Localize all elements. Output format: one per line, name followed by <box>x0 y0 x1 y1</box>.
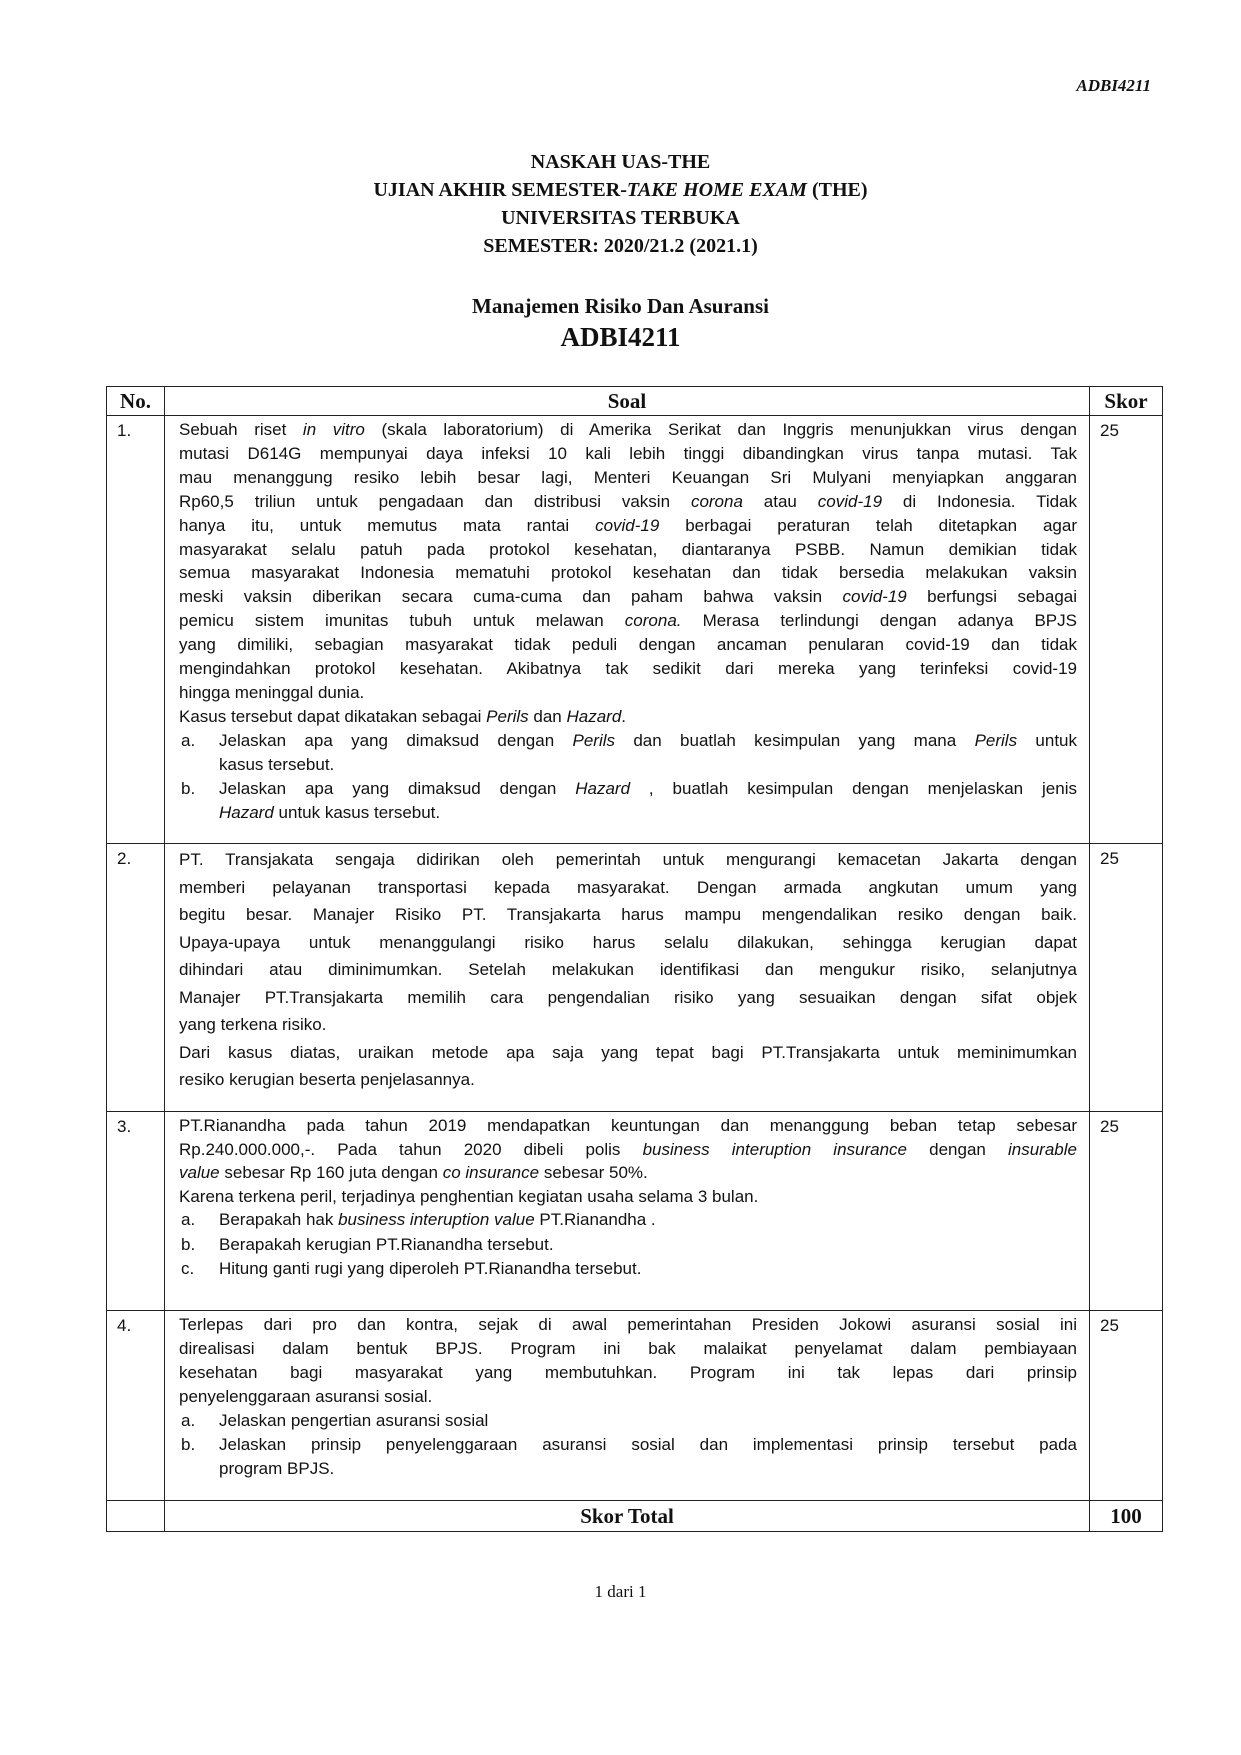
text-segment: sebesar Rp 160 juta dengan <box>219 1163 443 1182</box>
text-segment: Berapakah kerugian PT.Rianandha tersebut. <box>219 1234 554 1254</box>
text-segment: Jelaskan apa yang dimaksud dengan <box>219 778 576 798</box>
text-segment: Dari kasus diatas, uraikan metode apa saja yang tepat bagi PT.Transjakarta untuk meminimumkan <box>179 1042 1077 1062</box>
sub-question-label: a. <box>181 1411 196 1430</box>
sub-question-body <box>219 1409 1077 1433</box>
question-score: 25 <box>1090 416 1163 844</box>
paragraph <box>179 1114 1077 1185</box>
text-segment: Karena terkena peril, terjadinya penghentian kegiatan usaha selama 3 bulan. <box>179 1186 759 1206</box>
text-line <box>219 801 1077 825</box>
text-segment: UNIVERSITAS TERBUKA <box>501 207 740 229</box>
question-row <box>107 416 1163 844</box>
sub-question-label: a. <box>181 730 196 750</box>
text-line <box>219 1409 1077 1433</box>
question-number: 4. <box>107 1311 165 1501</box>
text-line <box>179 956 1077 984</box>
total-label: Skor Total <box>165 1501 1090 1532</box>
sub-question-body <box>219 1257 1077 1282</box>
text-segment: program BPJS. <box>219 1459 335 1478</box>
text-segment: semua masyarakat Indonesia mematuhi protokol kesehatan dan tidak bersedia melakukan vaksin <box>179 563 1077 583</box>
italic-text: value <box>179 1163 220 1182</box>
text-segment: memberi pelayanan transportasi kepada masyarakat. Dengan armada angkutan umum yang <box>179 877 1077 897</box>
text-line <box>179 538 1077 562</box>
sub-question <box>179 1433 1077 1481</box>
text-line <box>179 1161 1077 1185</box>
text-line <box>179 1138 1077 1162</box>
text-segment: mengindahkan protokol kesehatan. Akibatnya tak sedikit dari mereka yang terinfeksi covid-19 <box>179 659 1077 679</box>
text-segment: direalisasi dalam bentuk BPJS. Program ini bak malaikat penyelamat dalam pembiayaan <box>179 1339 1077 1358</box>
text-line <box>179 490 1077 514</box>
exam-title-block <box>0 148 1241 260</box>
sub-question <box>179 1233 1077 1258</box>
italic-text: Hazard <box>575 778 631 798</box>
question-number: 1. <box>107 416 165 844</box>
text-segment: yang terkena risiko. <box>179 1015 327 1034</box>
title-line <box>0 232 1241 260</box>
text-segment: PT.Rianandha . <box>534 1210 656 1229</box>
text-segment: dan <box>528 706 567 726</box>
text-segment: SEMESTER: 2020/21.2 (2021.1) <box>483 235 758 257</box>
text-line <box>219 1433 1077 1457</box>
text-segment: meski vaksin diberikan secara cuma-cuma dan paham bahwa vaksin <box>179 587 843 607</box>
title-line <box>0 148 1241 176</box>
text-segment: Jelaskan apa yang dimaksud dengan <box>219 730 573 750</box>
text-line <box>179 657 1077 681</box>
text-line <box>179 561 1077 585</box>
text-segment: NASKAH UAS-THE <box>530 151 711 173</box>
text-line <box>219 753 1077 777</box>
text-line <box>219 1233 1077 1258</box>
text-segment: untuk <box>1017 730 1078 750</box>
italic-text: in vitro <box>302 420 365 439</box>
sub-question-label: c. <box>181 1259 195 1278</box>
question-text <box>165 844 1090 1112</box>
title-line <box>0 204 1241 232</box>
text-line <box>179 633 1077 657</box>
paragraph <box>179 846 1077 1039</box>
italic-text: insurable <box>1008 1139 1077 1159</box>
header-skor: Skor <box>1090 387 1163 416</box>
text-segment: Berapakah hak <box>219 1210 339 1229</box>
sub-question <box>179 1208 1077 1233</box>
italic-text: business interuption insurance <box>642 1139 908 1159</box>
question-row <box>107 1311 1163 1501</box>
text-segment: (THE) <box>806 179 868 201</box>
italic-text: business interuption value <box>338 1210 535 1229</box>
sub-question-label: b. <box>181 1435 196 1454</box>
italic-text: covid-19 <box>817 491 883 511</box>
text-segment: PT.Rianandha pada tahun 2019 mendapatkan keuntungan dan menanggung beban tetap sebesar <box>179 1116 1077 1135</box>
sub-question-body <box>219 1433 1077 1481</box>
text-segment: berfungsi sebagai <box>906 587 1078 607</box>
text-segment: kesehatan bagi masyarakat yang membutuhkan. Program ini tak lepas dari prinsip <box>179 1363 1077 1382</box>
text-line <box>219 1457 1077 1481</box>
question-score: 25 <box>1090 1311 1163 1501</box>
text-segment: masyarakat selalu patuh pada protokol kesehatan, diantaranya PSBB. Namun demikian tidak <box>179 539 1077 559</box>
question-number: 3. <box>107 1112 165 1311</box>
question-row <box>107 1112 1163 1311</box>
sub-question-body <box>219 729 1077 777</box>
question-text <box>165 1311 1090 1501</box>
italic-text: Hazard <box>219 802 274 822</box>
text-segment: dihindari atau diminimumkan. Setelah melakukan identifikasi dan mengukur risiko, selanjutnya <box>179 960 1077 979</box>
text-segment: mau menanggung resiko lebih besar lagi, Menteri Keuangan Sri Mulyani menyiapkan anggaran <box>179 467 1077 487</box>
text-segment: Terlepas dari pro dan kontra, sejak di awal pemerintahan Presiden Jokowi asuransi sosial ini <box>179 1315 1077 1334</box>
text-line <box>219 777 1077 801</box>
text-segment: Manajer PT.Transjakarta memilih cara pengendalian risiko yang sesuaikan dengan sifat objek <box>179 987 1077 1007</box>
sub-question <box>179 729 1077 777</box>
text-segment: Jelaskan prinsip penyelenggaraan asuransi sosial dan implementasi prinsip tersebut pada <box>219 1435 1077 1454</box>
sub-question <box>179 1257 1077 1282</box>
paragraph <box>179 705 1077 729</box>
text-segment: resiko kerugian beserta penjelasannya. <box>179 1070 475 1089</box>
text-line <box>179 929 1077 957</box>
text-line <box>179 418 1077 442</box>
text-line <box>179 1313 1077 1337</box>
text-segment: Jelaskan pengertian asuransi sosial <box>219 1411 489 1430</box>
paragraph <box>179 1039 1077 1094</box>
text-segment: di Indonesia. Tidak <box>882 491 1078 511</box>
text-line <box>179 585 1077 609</box>
text-segment: dengan <box>907 1139 1008 1159</box>
text-segment: dan buatlah kesimpulan yang mana <box>615 730 975 750</box>
text-line <box>179 1185 1077 1209</box>
text-line <box>179 901 1077 929</box>
sub-question <box>179 1409 1077 1433</box>
text-segment: (skala laboratorium) di Amerika Serikat dan Inggris menunjukkan virus dengan <box>364 420 1077 439</box>
text-segment: begitu besar. Manajer Risiko PT. Transjakarta harus mampu mengendalikan resiko dengan baik. <box>179 905 1077 924</box>
sub-question-label: a. <box>181 1210 196 1229</box>
question-text <box>165 1112 1090 1311</box>
text-segment: Rp60,5 triliun untuk pengadaan dan distribusi vaksin <box>179 491 691 511</box>
total-row <box>107 1501 1163 1532</box>
page-number: 1 dari 1 <box>594 1582 647 1601</box>
title-line <box>0 176 1241 204</box>
text-segment: untuk kasus tersebut. <box>273 802 441 822</box>
text-line <box>219 729 1077 753</box>
text-line <box>179 1385 1077 1409</box>
text-segment: atau <box>742 491 818 511</box>
text-line <box>179 1337 1077 1361</box>
text-segment: Upaya-upaya untuk menanggulangi risiko harus selalu dilakukan, sehingga kerugian dapat <box>179 932 1077 952</box>
text-line <box>219 1208 1077 1233</box>
question-row <box>107 844 1163 1112</box>
total-value: 100 <box>1090 1501 1163 1532</box>
italic-text: TAKE HOME EXAM <box>626 179 807 201</box>
text-segment: hingga meninggal dunia. <box>179 682 365 702</box>
paragraph <box>179 418 1077 705</box>
text-segment: . <box>621 706 627 726</box>
text-segment: kasus tersebut. <box>219 754 335 774</box>
text-segment: Rp.240.000.000,-. Pada tahun 2020 dibeli polis <box>179 1139 643 1159</box>
italic-text: Perils <box>974 730 1018 750</box>
text-segment: mutasi D614G mempunyai daya infeksi 10 kali lebih tinggi dibandingkan virus tanpa mutasi. Tak <box>179 443 1077 463</box>
question-number: 2. <box>107 844 165 1112</box>
text-segment: penyelenggaraan asuransi sosial. <box>179 1387 433 1406</box>
course-code-title: ADBI4211 <box>560 322 681 352</box>
question-score: 25 <box>1090 1112 1163 1311</box>
text-line <box>179 442 1077 466</box>
text-line <box>179 1011 1077 1039</box>
text-segment: Kasus tersebut dapat dikatakan sebagai <box>179 706 487 726</box>
table-header-row <box>107 387 1163 416</box>
text-segment: yang dimiliki, sebagian masyarakat tidak peduli dengan ancaman penularan covid-19 dan tidak <box>179 635 1077 655</box>
sub-question-label: b. <box>181 1234 196 1254</box>
exam-questions-table <box>106 386 1163 1532</box>
italic-text: covid-19 <box>595 515 660 535</box>
subject-title: Manajemen Risiko Dan Asuransi <box>472 294 769 318</box>
text-line <box>179 984 1077 1012</box>
total-empty-cell <box>107 1501 165 1532</box>
question-text <box>165 416 1090 844</box>
text-segment: hanya itu, untuk memutus mata rantai <box>179 515 596 535</box>
text-segment: , buatlah kesimpulan dengan menjelaskan jenis <box>630 778 1077 798</box>
italic-text: co insurance <box>442 1163 540 1182</box>
text-segment: Sebuah riset <box>179 420 303 439</box>
sub-question-body <box>219 1208 1077 1233</box>
text-line <box>179 874 1077 902</box>
header-no: No. <box>107 387 165 416</box>
text-segment: berbagai peraturan telah ditetapkan agar <box>659 515 1077 535</box>
text-line <box>179 1066 1077 1094</box>
italic-text: corona. <box>624 611 682 631</box>
text-line <box>179 609 1077 633</box>
italic-text: Hazard <box>566 706 622 726</box>
text-segment: Merasa terlindungi dengan adanya BPJS <box>681 611 1077 631</box>
text-line <box>179 846 1077 874</box>
sub-question-label: b. <box>181 778 196 798</box>
italic-text: Perils <box>572 730 616 750</box>
text-line <box>179 514 1077 538</box>
sub-question <box>179 777 1077 825</box>
text-line <box>179 705 1077 729</box>
text-segment: pemicu sistem imunitas tubuh untuk melawan <box>179 611 625 631</box>
italic-text: covid-19 <box>842 587 907 607</box>
header-course-code: ADBI4211 <box>1076 76 1151 95</box>
text-segment: UJIAN AKHIR SEMESTER- <box>373 179 627 201</box>
text-line <box>179 466 1077 490</box>
italic-text: Perils <box>486 706 529 726</box>
text-line <box>179 1361 1077 1385</box>
header-soal: Soal <box>165 387 1090 416</box>
paragraph <box>179 1185 1077 1209</box>
sub-question-body <box>219 777 1077 825</box>
text-segment: Hitung ganti rugi yang diperoleh PT.Rianandha tersebut. <box>219 1259 642 1278</box>
sub-question-body <box>219 1233 1077 1258</box>
text-segment: sebesar 50%. <box>539 1163 648 1182</box>
text-line <box>179 681 1077 705</box>
text-segment: PT. Transjakata sengaja didirikan oleh pemerintah untuk mengurangi kemacetan Jakarta dengan <box>179 850 1077 869</box>
text-line <box>179 1114 1077 1138</box>
paragraph <box>179 1313 1077 1409</box>
question-score: 25 <box>1090 844 1163 1112</box>
text-line <box>179 1039 1077 1067</box>
text-line <box>219 1257 1077 1282</box>
italic-text: corona <box>690 491 743 511</box>
